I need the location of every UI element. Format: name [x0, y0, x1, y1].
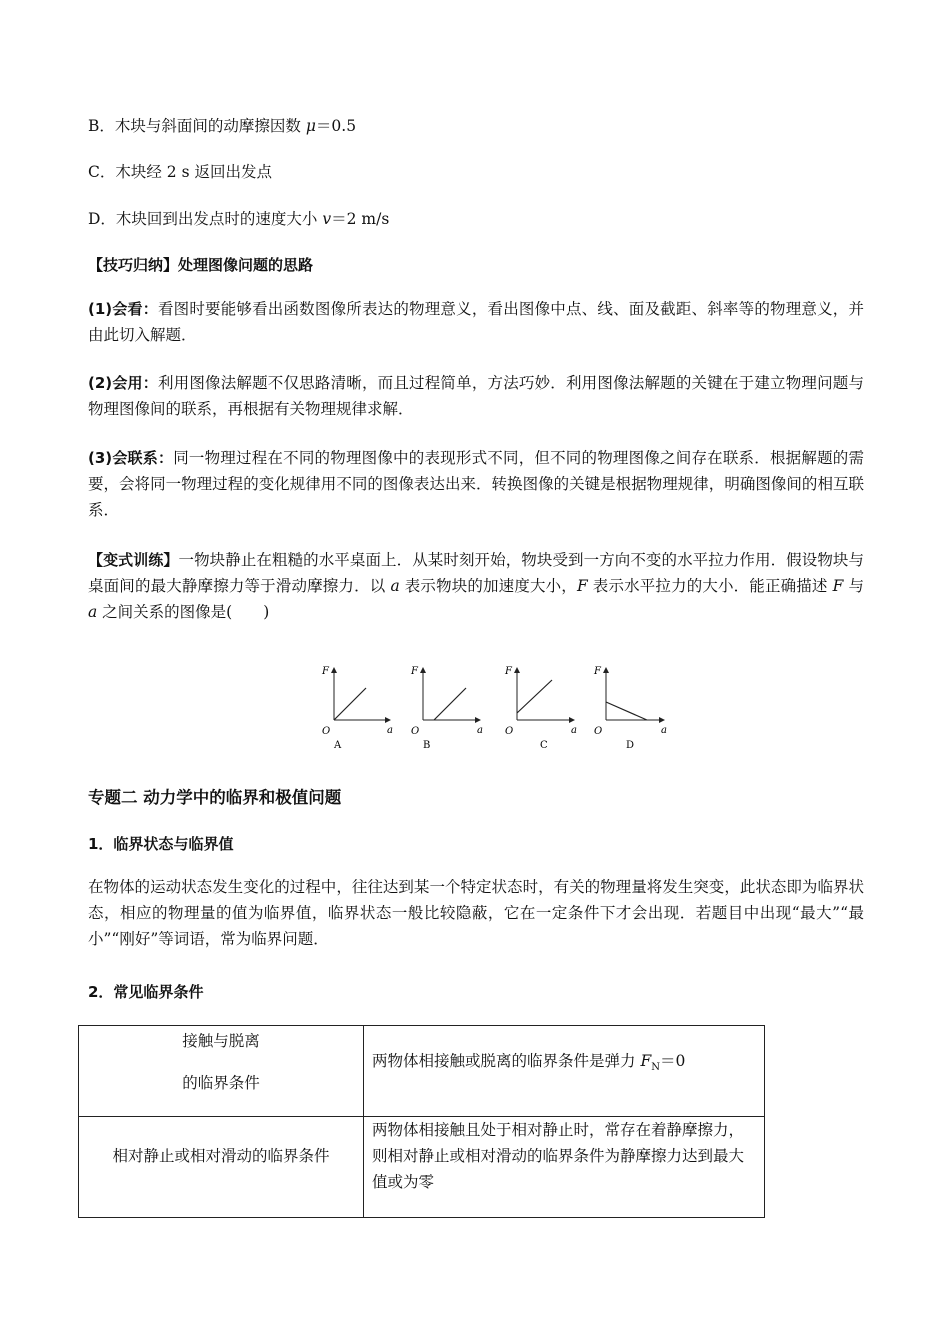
graph-a-origin: O	[322, 726, 331, 737]
table-cell-right: 两物体相接触且处于相对静止时，常存在着静摩擦力，则相对静止或相对滑动的临界条件为静摩擦力达到最大值或为零	[364, 1117, 765, 1218]
subsection-1-title: 1．临界状态与临界值	[88, 835, 234, 853]
critical-conditions-table	[78, 1025, 765, 1218]
answer-graphs	[310, 660, 680, 755]
table-cell-right: 两物体相接触或脱离的临界条件是弹力 $F_N=0$	[364, 1026, 765, 1117]
graph-a-curve	[334, 688, 366, 720]
graph-d	[593, 666, 667, 751]
subsection-1-paragraph: 在物体的运动状态发生变化的过程中，往往达到某一个特定状态时，有关的物理量将发生突变，此状态即为临界状态，相应的物理量的值为临界值，临界状态一般比较隐蔽，它在一定条件下才会出现．若题目中出现“最大”“最小”“刚好”等词语，常为临界问题．	[88, 878, 864, 948]
subsection-2-title: 2．常见临界条件	[88, 983, 204, 1001]
option-c: C．木块经 2 s 返回出发点	[88, 163, 272, 181]
table-row	[79, 1026, 765, 1117]
graph-a	[321, 666, 393, 751]
row1-left-line2: 的临界条件	[182, 1074, 260, 1092]
graph-a-y-label: F	[322, 666, 329, 677]
row1-left-line1: 接触与脱离	[182, 1032, 260, 1050]
graph-c-y-label: F	[505, 666, 512, 677]
graph-d-y-label: F	[594, 666, 601, 677]
table-row	[79, 1117, 765, 1218]
graph-d-origin: O	[594, 726, 603, 737]
graph-b-name: B	[423, 740, 431, 751]
graph-c-curve	[517, 680, 552, 713]
table-cell-left	[79, 1117, 364, 1218]
technique-heading: 【技巧归纳】处理图像问题的思路	[88, 256, 314, 274]
option-d: D．木块回到出发点时的速度大小 v＝2 m/s	[88, 210, 390, 228]
graph-c-name: C	[540, 740, 548, 751]
graph-d-curve	[606, 702, 647, 720]
table-cell-left	[79, 1026, 364, 1117]
graph-b-x-label: a	[477, 725, 483, 736]
graph-c-x-label: a	[571, 725, 577, 736]
graph-a-x-label: a	[387, 725, 393, 736]
graph-b-y-label: F	[411, 666, 418, 677]
option-b: B．木块与斜面间的动摩擦因数 μ＝0.5	[88, 117, 357, 135]
graph-b-origin: O	[411, 726, 420, 737]
technique-item-1: (1)会看：看图时要能够看出函数图像所表达的物理意义，看出图像中点、线、面及截距、斜率等的物理意义，并由此切入解题．	[88, 300, 864, 344]
graph-b	[410, 666, 483, 751]
row2-left-text: 相对静止或相对滑动的临界条件	[112, 1147, 330, 1165]
technique-item-3: (3)会联系：同一物理过程在不同的物理图像中的表现形式不同，但不同的物理图像之间存在联系．根据解题的需要，会将同一物理过程的变化规律用不同的图像表达出来．转换图像的关键是根据物理规律，明确图像间的相互联系．	[88, 449, 864, 519]
exercise-question: 【变式训练】一物块静止在粗糙的水平桌面上．从某时刻开始，物块受到一方向不变的水平拉力作用．假设物块与桌面间的最大静摩擦力等于滑动摩擦力．以 a 表示物块的加速度大小，F 表示水平拉力的大小．能正确描述 F 与 a 之间关系的图像是( )	[88, 551, 864, 621]
graph-c-origin: O	[505, 726, 514, 737]
graph-d-x-label: a	[661, 725, 667, 736]
graph-a-name: A	[334, 740, 342, 751]
technique-item-2: (2)会用：利用图像法解题不仅思路清晰，而且过程简单，方法巧妙．利用图像法解题的关键在于建立物理问题与物理图像间的联系，再根据有关物理规律求解．	[88, 374, 864, 418]
graph-d-name: D	[626, 740, 635, 751]
section-title: 专题二 动力学中的临界和极值问题	[88, 788, 342, 807]
graph-c	[504, 666, 577, 751]
graph-b-curve	[434, 688, 466, 720]
